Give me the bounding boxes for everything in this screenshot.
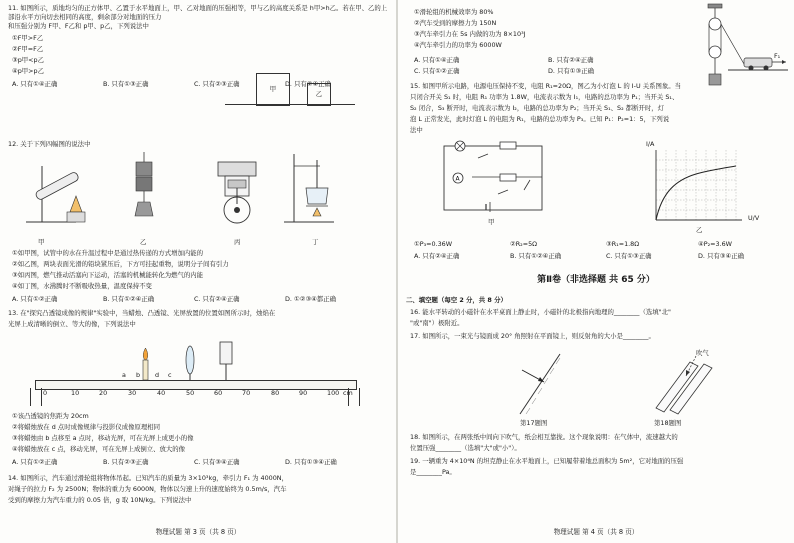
q12-fig-b (135, 152, 153, 216)
q13-apparatus (140, 340, 260, 382)
q15-stem-line2: 只闭合开关 S₁ 时，电阻 R₁ 功率为 1.8W，电流表示数为 I₁，电路的总功率为 P₁；当开关 S₁、 (410, 93, 679, 101)
q14-answer: C. 只有①②正确 (414, 67, 460, 75)
q19-line1: 19. 一辆重为 4×10⁴N 的坦克静止在水平地面上，已知履带着地总面积为 5m²，它对地面的压强 (410, 457, 684, 465)
q16-line2: "或"南"）极附近。 (410, 319, 464, 327)
q13-answer: C. 只有③④正确 (194, 458, 240, 466)
q13-answer: A. 只有①②正确 (12, 458, 58, 466)
q12-figures (20, 152, 380, 238)
q13-candle (143, 360, 148, 380)
q18-line2: 位置压强________（选填"大"或"小"）。 (410, 444, 521, 452)
q11-block-a (256, 73, 290, 106)
q12-fig-label: 甲 (38, 238, 45, 246)
q13-tick: 0 (43, 389, 48, 397)
q13-point-label: b (136, 371, 141, 379)
q14-option: ③汽车牵引力在 5s 内做的功为 8×10³J (414, 30, 526, 38)
q15-stem-line4: 泡 L 正常发光，此时灯泡 L 的电阻为 R₁，电路的总功率为 P₃。已知 P₁：P₂=1：5，下列说 (410, 115, 670, 123)
q15-answer: B. 只有①②④正确 (510, 252, 562, 260)
q17-figure (516, 350, 586, 416)
q15-circuit-label: 甲 (488, 218, 495, 226)
q16-line1: 16. 能水平转动的小磁针在水平桌面上静止时，小磁针的北极指向地理的________（选填"北" (410, 308, 671, 316)
q15-circuit-diagram (438, 140, 548, 218)
q15-answer: A. 只有②④正确 (414, 252, 460, 260)
q14-force-label: F₁ (774, 52, 781, 60)
q11-option: ④p甲>p乙 (12, 67, 44, 75)
q15-stem-line5: 法中 (410, 126, 423, 134)
q12-answer: B. 只有①②④正确 (103, 295, 155, 303)
q13-tick: 40 (157, 389, 166, 397)
q13-answer: B. 只有②③正确 (103, 458, 149, 466)
q19-line2: 是________Pa。 (410, 468, 456, 476)
q13-tick: 60 (214, 389, 223, 397)
q11-answer: C. 只有②③正确 (194, 80, 240, 88)
q11-answer: D. 只有②④正确 (285, 80, 332, 88)
page-3 (0, 0, 396, 543)
page-3-footer: 物理试题 第 3 页（共 8 页） (155, 527, 241, 536)
q14-option: ①滑轮组的机械效率为 80% (414, 8, 494, 16)
q13-tick: 70 (242, 389, 251, 397)
q13-bench-leg (30, 388, 42, 406)
q13-tick: 10 (71, 389, 80, 397)
q11-answer: B. 只有①③正确 (103, 80, 149, 88)
q12-answer: C. 只有②④正确 (194, 295, 240, 303)
q17-mirror (520, 354, 560, 414)
q18-caption: 第18题图 (654, 419, 682, 427)
q13-point-label: c (168, 371, 172, 379)
q15-option: ④P₂=3.6W (698, 240, 732, 248)
q13-stem-line2: 光屏上成清晰的倒立、等大的像，下列说法中 (8, 320, 136, 328)
q13-tick: 30 (128, 389, 137, 397)
q13-tick: 100 (327, 389, 340, 397)
q11-block-a-label: 甲 (269, 85, 277, 93)
q13-lens (186, 346, 194, 374)
q15-option: ②R₂=5Ω (510, 240, 538, 248)
q13-tick: 90 (299, 389, 308, 397)
q12-fig-d (284, 154, 334, 222)
q14-option: ②汽车受到的摩擦力为 150N (414, 19, 497, 27)
q11-answer: A. 只有①④正确 (12, 80, 58, 88)
q18-blow-label: 吹气 (696, 349, 709, 357)
q14-answer: A. 只有①④正确 (414, 56, 460, 64)
q14-stem-line3: 受到的摩擦力为汽车重力的 0.05 倍，g 取 10N/kg。下列说法中 (8, 496, 192, 504)
q12-fig-label: 乙 (140, 238, 147, 246)
q15-answer: C. 只有①③正确 (606, 252, 652, 260)
q12-answer: A. 只有①②正确 (12, 295, 58, 303)
q14-pulley-figure (698, 4, 788, 94)
q14-load (709, 74, 721, 85)
q18-figure (646, 352, 716, 414)
q13-tick: 20 (99, 389, 108, 397)
q13-point-label: d (155, 371, 160, 379)
q15-switch-s1 (478, 154, 488, 158)
section-2-title: 第Ⅱ卷（非选择题 共 65 分） (537, 275, 655, 285)
q12-option: ③如丙图，燃气推动活塞向下运动，活塞的机械能转化为燃气的内能 (12, 271, 204, 279)
page-4-footer: 物理试题 第 4 页（共 8 页） (553, 527, 639, 536)
q14-answer: D. 只有①③正确 (548, 67, 595, 75)
q15-graph-ylabel: I/A (646, 140, 655, 148)
q12-fig-c (218, 162, 256, 223)
q15-graph-xlabel: U/V (748, 214, 760, 222)
q14-car (744, 58, 772, 67)
q15-resistor-r2 (500, 142, 516, 149)
q12-fig-label: 丙 (234, 238, 241, 246)
q13-option: ④将蜡烛放在 c 点，移动光屏，可在光屏上成倒立、放大的像 (12, 445, 186, 453)
q15-option: ①P₃=0.36W (414, 240, 453, 248)
q15-option: ③R₁=1.8Ω (606, 240, 640, 248)
q14-fixed-pulley (709, 18, 721, 30)
q15-graph-label: 乙 (696, 226, 703, 234)
fill-blank-header: 二、填空题（每空 2 分，共 8 分） (406, 296, 507, 304)
q15-switch-s2 (524, 180, 530, 190)
q13-option: ③将蜡烛由 b 点移至 a 点时，移动光屏，可在光屏上成更小的像 (12, 434, 194, 442)
q15-resistor-r1 (500, 174, 516, 181)
q13-unit: cm (343, 389, 353, 397)
q13-option: ②将蜡烛放在 d 点时成像规律与投影仪成像原理相同 (12, 423, 161, 431)
q11-option: ③p甲<p乙 (12, 56, 44, 64)
q15-answer: D. 只有③④正确 (698, 252, 745, 260)
q15-stem-line3: S₂ 闭合，S₃ 断开时，电流表示数为 I₂，电路的总功率为 P₂；当开关 S₁、S₂ 都断开时，灯 (410, 104, 665, 112)
q11-block-b-label: 乙 (315, 90, 323, 98)
q12-option: ④如丁图，水沸腾时不断吸收热量，温度保持不变 (12, 282, 152, 290)
q12-stem: 12. 关于下列四幅图的说法中 (8, 140, 91, 148)
q14-stem-line1: 14. 如图所示，汽车通过滑轮组将物体吊起。已知汽车的质量为 3×10³kg，牵引力 F₁ 为 4000N， (8, 474, 288, 482)
q14-answer: B. 只有②④正确 (548, 56, 594, 64)
q15-iu-graph (646, 150, 756, 230)
q15-stem-line1: 15. 如图甲所示电路，电源电压保持不变，电阻 R₁=20Ω，图乙为小灯泡 L 的 I-U 关系图象。当 (410, 82, 682, 90)
q12-fig-a (26, 166, 85, 222)
q13-stem-line1: 13. 在"探究凸透镜成像的规律"实验中，当蜡烛、凸透镜、光屏放置的位置如图所示时，烛焰在 (8, 309, 276, 317)
q12-fig-label: 丁 (312, 238, 319, 246)
q13-flame (143, 348, 148, 360)
page-4 (398, 0, 794, 543)
q13-point-label: a (122, 371, 126, 379)
q12-answer: D. ①②③④都正确 (285, 295, 337, 303)
q11-option: ②F甲=F乙 (12, 45, 44, 53)
q17-caption: 第17题图 (520, 419, 548, 427)
q13-screen (220, 342, 232, 364)
q12-option: ②如乙图，两块表面光滑的铅块紧压后，下方可挂起重物，说明分子间有引力 (12, 260, 229, 268)
q11-stem-line1: 11. 如图所示，质地均匀的正方体甲、乙置于水平地面上，甲、乙对地面的压强相等，甲与乙的高度关系是 h甲>h乙。若在甲、乙的上部沿水平方向切去相同的高度，剩余部分对地面的压力 (8, 4, 388, 21)
q13-option: ①该凸透镜的焦距为 20cm (12, 412, 89, 420)
q11-stem-line2: 和压强分别为 F甲、F乙和 p甲、p乙，下列说法中 (8, 22, 149, 30)
q13-answer: D. 只有①③④正确 (285, 458, 337, 466)
q13-tick: 80 (271, 389, 280, 397)
svg-text:A: A (455, 175, 460, 183)
q17-text: 17. 如图所示，一束光与镜面成 20° 角照射在平面镜上，则反射角的大小是________。 (410, 332, 655, 340)
q18-line1: 18. 如图所示，在两张纸中间向下吹气，纸会相互靠拢。这个现象说明：在气体中，流速越大的 (410, 433, 678, 441)
q11-block-b (307, 83, 331, 106)
q14-option: ④汽车牵引力的功率为 6000W (414, 41, 502, 49)
q15-switch-s3 (498, 190, 508, 194)
q11-option: ①F甲>F乙 (12, 34, 44, 42)
q14-moving-pulley (709, 46, 721, 58)
q14-stem-line2: 对绳子的拉力 F₂ 为 2500N；物体的重力为 6000N，物体以匀速上升的速度始终为 0.5m/s，汽车 (8, 485, 287, 493)
q11-ground-line (225, 104, 355, 105)
q12-option: ①如甲图，试管中的水在升温过程中是通过热传递的方式增加内能的 (12, 249, 204, 257)
q13-tick: 50 (186, 389, 195, 397)
